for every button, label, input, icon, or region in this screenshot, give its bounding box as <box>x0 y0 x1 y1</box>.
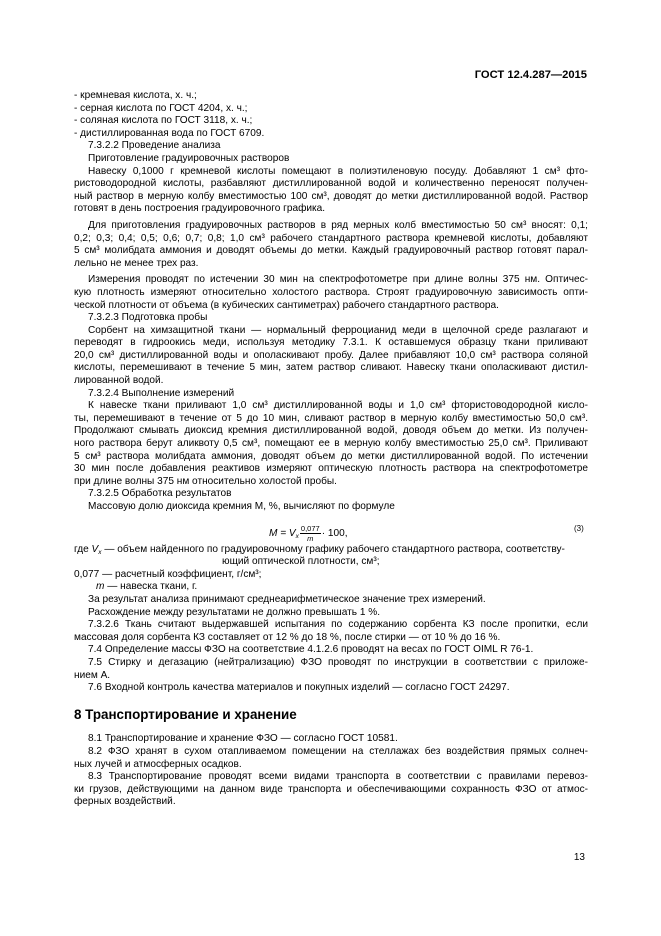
clause-74: 7.4 Определение массы ФЗО на соответствие 4.1.2.6 проводят на весах по ГОСТ OIML R 76-1. <box>88 644 534 656</box>
paragraph <box>74 400 588 488</box>
text-line: 0,2; 0,3; 0,4; 0,5; 0,6; 0,7; 0,8; 1,0 см³ рабочего стандартного раствора кремневой кислоты, добавляют <box>74 232 588 244</box>
formula-sub: x <box>295 532 299 540</box>
definition-continuation: ющий оптической плотности, см³; <box>222 556 380 568</box>
definition-symbol-sub: x <box>98 548 102 556</box>
text-line: 7.3.2.6 Ткань считают выдержавшей испытания по содержанию сорбента КЗ после пропитки, если <box>88 619 588 631</box>
clause-7325-title: 7.3.2.5 Обработка результатов <box>88 488 232 500</box>
text-line: кислоты, перемешивают в течение 5 мин, затем раствор сливают. Навеску ткани ополаскивают дистил- <box>74 362 588 374</box>
text-line: 8.2 ФЗО хранят в сухом отапливаемом помещении на стеллажах без воздействия прямых солнеч- <box>88 745 588 757</box>
clause-7326 <box>74 619 588 644</box>
text-line: ный раствор в мерную колбу вместимостью 100 см³, доводят до метки дистиллированной водой. Раствор <box>74 190 588 202</box>
text-line: ного раствора берут аликвоту 0,5 см³, помещают ее в мерную колбу вместимостью 25,0 см³. Приливают <box>74 438 588 450</box>
text-line: 5 см³ молибдата аммония и доводят объемы до метки. Каждый градуировочный раствор готовят парал- <box>74 245 588 257</box>
where-label: где <box>74 543 89 555</box>
formula-lhs: M = V <box>269 527 296 539</box>
text-line: ристоводородной кислоты, разбавляют дистиллированной водой и количественно переносят получен- <box>74 178 588 190</box>
clause-7322-title: 7.3.2.2 Проведение анализа <box>88 140 221 152</box>
formula-tail: · 100, <box>321 527 348 539</box>
definition-item <box>74 544 588 557</box>
formula-intro: Массовую долю диоксида кремния М, %, вычисляют по формуле <box>88 501 395 512</box>
formula <box>269 524 348 543</box>
definition-symbol: m <box>96 581 105 593</box>
text-line: ческой плотности от объема (в кубических сантиметрах) рабочего стандартного раствора. <box>74 299 499 311</box>
reagent-item: - кремневая кислота, х. ч.; <box>74 90 197 101</box>
text-line: кую плотность измеряют относительно холостого раствора. Строят градуировочную зависимость опти- <box>74 286 588 298</box>
reagent-item: - серная кислота по ГОСТ 4204, х. ч.; <box>74 102 248 114</box>
paragraph <box>74 274 588 312</box>
text-line: лированной водой. <box>74 375 164 387</box>
text-line: лельно не менее трех раз. <box>74 257 199 269</box>
text-line: 7.5 Стирку и дегазацию (нейтрализацию) ФЗО проводят по инструкции в соответствии с приложе- <box>88 656 588 668</box>
clause-75 <box>74 657 588 682</box>
text-line: Продолжают смывать диоксид кремния дистиллированной водой, доводя объем до метки. Из получен- <box>74 425 588 437</box>
text-line: готовят в день построения градуировочного графика. <box>74 203 326 215</box>
text-line: Для приготовления градуировочных растворов в ряд мерных колб вместимостью 50 см³ вносят: 0,1; <box>88 219 588 231</box>
clause-7323-title: 7.3.2.3 Подготовка пробы <box>88 312 208 324</box>
formula-numerator: 0,077 <box>300 523 320 533</box>
definitions <box>74 544 588 594</box>
text-line: Расхождение между результатами не должно превышать 1 %. <box>88 606 381 618</box>
clause-7322-subtitle: Приготовление градуировочных растворов <box>88 152 290 164</box>
text-line: переводят в гидроокись меди, используя методику 7.3.1. К оставшемуся образцу ткани приливают <box>74 337 588 349</box>
clause-7324-title: 7.3.2.4 Выполнение измерений <box>88 387 235 399</box>
clause-81: 8.1 Транспортирование и хранение ФЗО — согласно ГОСТ 10581. <box>88 733 398 745</box>
formula-block <box>74 514 588 544</box>
paragraph <box>74 166 588 216</box>
definition-item <box>74 581 588 594</box>
clause-76: 7.6 Входной контроль качества материалов и покупных изделий — согласно ГОСТ 24297. <box>88 682 510 694</box>
text-line: За результат анализа принимают среднеарифметическое значение трех измерений. <box>88 593 486 605</box>
page-number: 13 <box>573 852 585 863</box>
page-content <box>74 90 588 809</box>
text-line: массовая доля сорбента КЗ составляет от 12 % до 18 %, после стирки — от 10 % до 16 %. <box>74 631 501 643</box>
text-line: 30 мин после добавления реактивов измеряют оптическую плотность раствора на спектрофотометре <box>74 463 588 475</box>
formula-denominator: m <box>307 533 314 543</box>
text-line: ки грузов, действующими на данном виде транспорта и обеспечивающими сохранность ФЗО от атмос- <box>74 783 588 795</box>
definition-text: — объем найденного по градуировочному графику рабочего стандартного раствора, соответству- <box>104 543 565 555</box>
paragraph <box>74 220 588 270</box>
definition-text: — расчетный коэффициент, г/см³; <box>102 568 262 580</box>
formula-number: (3) <box>574 523 584 533</box>
text-line: Навеску 0,1000 г кремневой кислоты помещают в полиэтиленовую посуду. Добавляют 1 см³ фто- <box>88 165 588 177</box>
text-line: при длине волны 375 нм относительно холостой пробы. <box>74 475 337 487</box>
definition-symbol: 0,077 <box>74 568 100 580</box>
document-header-id: ГОСТ 12.4.287—2015 <box>474 69 587 81</box>
reagent-item: - дистиллированная вода по ГОСТ 6709. <box>74 127 265 139</box>
text-line: ты, перемешивают в течение от 5 до 10 мин, сливают раствор в мерную колбу вместимостью 50,0 см³. <box>74 412 588 424</box>
text-line: нием А. <box>74 669 111 681</box>
clause-82 <box>74 746 588 771</box>
reagent-list <box>74 90 588 140</box>
text-line: 8.3 Транспортирование проводят всеми видами транспорта в соответствии с правилами перевоз- <box>88 771 588 783</box>
text-line: Измерения проводят по истечении 30 мин на спектрофотометре при длине волны 375 нм. Оптичес- <box>88 274 588 286</box>
definition-symbol: V <box>91 543 99 555</box>
reagent-item: - соляная кислота по ГОСТ 3118, х. ч.; <box>74 115 253 127</box>
formula-fraction <box>300 524 321 543</box>
text-line: ферных воздействий. <box>74 796 176 808</box>
text-line: 20,0 см³ дистиллированной воды и ополаскивают пробу. Далее прибавляют 10,0 см³ раствора соляной <box>74 349 588 361</box>
clause-83 <box>74 771 588 809</box>
text-line: 5 см³ раствора молибдата аммония, доводят объем до метки дистиллированной водой. По истечении <box>74 450 588 462</box>
paragraph <box>74 325 588 388</box>
text-line: К навеске ткани приливают 1,0 см³ дистиллированной воды и 1,0 см³ фтористоводородной кисло- <box>88 400 588 412</box>
text-line: ных лучей и атмосферных осадков. <box>74 758 242 770</box>
definition-text: — навеска ткани, г. <box>107 581 198 593</box>
definition-item <box>74 569 588 582</box>
section-8-heading: 8 Транспортирование и хранение <box>74 706 297 722</box>
text-line: Сорбент на химзащитной ткани — нормальный ферроцианид меди в щелочной среде разлагают и <box>88 324 588 336</box>
